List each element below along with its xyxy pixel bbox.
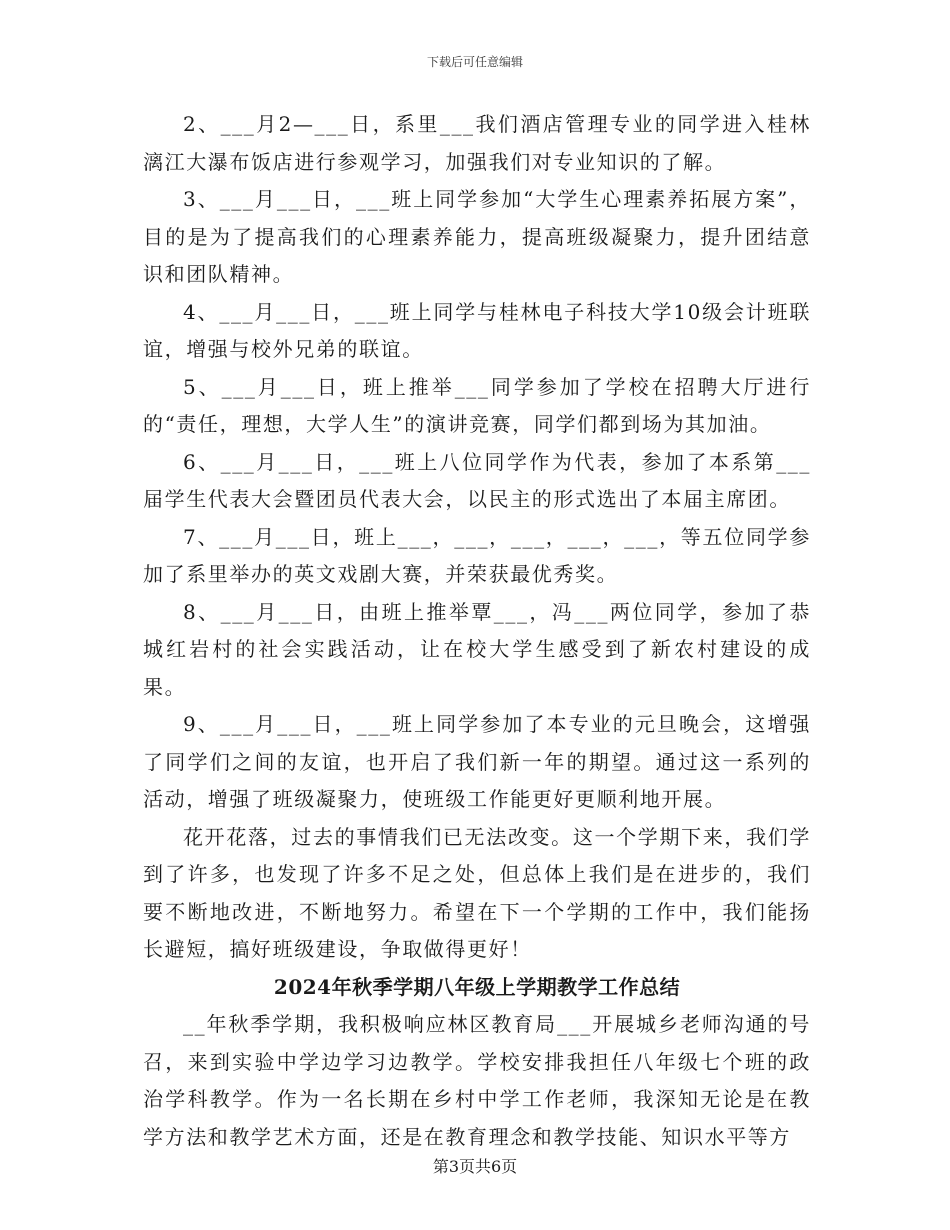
section-title: 2024年秋季学期八年级上学期教学工作总结 xyxy=(273,974,681,999)
paragraph-item-9: 9、___月___日，___班上同学参加了本专业的元旦晚会，这增强了同学们之间的友谊，也开启了我们新一年的期望。通过这一系列的活动，增强了班级凝聚力，使班级工作能更好更顺利地开展。 xyxy=(143,712,811,811)
document-body xyxy=(143,106,811,1156)
paragraph-item-4: 4、___月___日，___班上同学与桂林电子科技大学10级会计班联谊，增强与校外兄弟的联谊。 xyxy=(143,299,811,361)
paragraph-item-3: 3、___月___日，___班上同学参加“大学生心理素养拓展方案”，目的是为了提高我们的心理素养能力，提高班级凝聚力，提升团结意识和团队精神。 xyxy=(143,187,811,286)
paragraph-item-6: 6、___月___日，___班上八位同学作为代表，参加了本系第___届学生代表大会暨团员代表大会，以民主的形式选出了本届主席团。 xyxy=(143,449,811,511)
paragraph-conclusion: 花开花落，过去的事情我们已无法改变。这一个学期下来，我们学到了许多，也发现了许多不足之处，但总体上我们是在进步的，我们要不断地改进，不断地努力。希望在下一个学期的工作中，我们能扬长避短，搞好班级建设，争取做得更好！ xyxy=(143,824,811,961)
page-header-note: 下载后可任意编辑 xyxy=(426,55,523,69)
paragraph-item-7: 7、___月___日，班上___，___，___，___，___，等五位同学参加了系里举办的英文戏剧大赛，并荣获最优秀奖。 xyxy=(143,524,811,586)
paragraph-item-5: 5、___月___日，班上推举___同学参加了学校在招聘大厅进行的“责任，理想，大学人生”的演讲竞赛，同学们都到场为其加油。 xyxy=(143,374,811,436)
page-number: 第3页共6页 xyxy=(432,1157,518,1176)
section-paragraph: __年秋季学期，我积极响应林区教育局___开展城乡老师沟通的号召，来到实验中学边学习边教学。学校安排我担任八年级七个班的政治学科教学。作为一名长期在乡村中学工作老师，我深知无论是在教学方法和教学艺术方面，还是在教育理念和教学技能、知识水平等方 xyxy=(143,1012,811,1149)
paragraph-item-8: 8、___月___日，由班上推举覃___，冯___两位同学，参加了恭城红岩村的社会实践活动，让在校大学生感受到了新农村建设的成果。 xyxy=(143,599,811,699)
paragraph-item-2: 2、___月2—___日，系里___我们酒店管理专业的同学进入桂林漓江大瀑布饭店进行参观学习，加强我们对专业知识的了解。 xyxy=(143,112,811,174)
